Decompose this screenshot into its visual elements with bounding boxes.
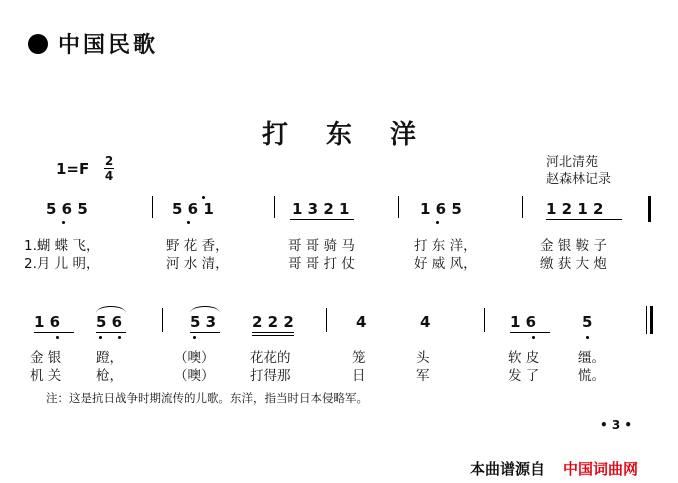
s2-v2-7: 发 了 bbox=[508, 368, 540, 384]
site-link[interactable]: 中国词曲网 bbox=[563, 460, 639, 478]
octave-dot bbox=[187, 221, 190, 224]
credits bbox=[546, 154, 611, 188]
slur bbox=[190, 306, 220, 313]
barline bbox=[162, 308, 163, 332]
measure-3-notes: 1 3 2 1 bbox=[292, 200, 350, 218]
key-signature: 1=F bbox=[56, 160, 90, 178]
beam-line bbox=[34, 332, 74, 333]
s2-v1-8: 缰。 bbox=[578, 350, 605, 366]
s2-notes-2: 5 6 bbox=[96, 313, 123, 331]
s2-v1-5: 笼 bbox=[352, 350, 366, 366]
final-barline-thick bbox=[650, 306, 653, 334]
octave-dot bbox=[436, 221, 439, 224]
final-barline-thin bbox=[646, 306, 647, 334]
source-footer bbox=[470, 458, 638, 479]
barline bbox=[484, 308, 485, 332]
credit-region: 河北清苑 bbox=[546, 155, 599, 170]
barline bbox=[398, 196, 399, 218]
s2-notes-3: 5 3 bbox=[190, 313, 217, 331]
credit-collector: 赵森林记录 bbox=[546, 172, 612, 187]
meter-bottom: 4 bbox=[104, 169, 114, 183]
lyric-v1-m5: 金 银 鞍 子 bbox=[540, 238, 607, 254]
octave-dot bbox=[586, 336, 589, 339]
octave-dot bbox=[193, 336, 196, 339]
s2-v2-6: 军 bbox=[416, 368, 430, 384]
bullet-dot-icon bbox=[28, 34, 48, 54]
octave-dot bbox=[56, 336, 59, 339]
barline bbox=[522, 196, 523, 218]
s2-notes-4: 2 2 2 bbox=[252, 313, 294, 331]
beam-line bbox=[546, 219, 622, 220]
s2-notes-8: 5 bbox=[582, 313, 593, 331]
section-header bbox=[28, 28, 158, 59]
octave-dot bbox=[202, 196, 205, 199]
s2-v2-3: （噢） bbox=[174, 368, 215, 384]
lyric-v1-m4: 打 东 洋， bbox=[414, 238, 477, 254]
octave-dot bbox=[99, 336, 102, 339]
meter-top: 2 bbox=[104, 154, 114, 168]
beam-line bbox=[510, 332, 550, 333]
section-title: 中国民歌 bbox=[58, 33, 159, 58]
s2-v1-4: 花花的 bbox=[250, 350, 291, 366]
lyric-v1-m3: 哥 哥 骑 马 bbox=[288, 238, 355, 254]
barline bbox=[326, 308, 327, 332]
beam-line bbox=[252, 335, 294, 336]
s2-v2-4: 打得那 bbox=[250, 368, 291, 384]
s2-v1-6: 头 bbox=[416, 350, 430, 366]
octave-dot bbox=[532, 336, 535, 339]
source-label: 本曲谱源自 bbox=[470, 460, 546, 478]
lyric-v1-m2: 野 花 香， bbox=[166, 238, 229, 254]
s2-notes-7: 1 6 bbox=[510, 313, 537, 331]
beam-line bbox=[252, 332, 294, 333]
song-title: 打东洋 bbox=[261, 120, 454, 150]
footnote: 注：这是抗日战争时期流传的儿歌。东洋，指当时日本侵略军。 bbox=[46, 391, 368, 405]
measure-5-notes: 1 2 1 2 bbox=[546, 200, 604, 218]
s2-v1-3: （噢） bbox=[174, 350, 215, 366]
lyric-v2-m3: 哥 哥 打 仗 bbox=[288, 256, 355, 272]
s2-notes-5: 4 bbox=[356, 313, 367, 331]
barline bbox=[152, 196, 153, 218]
measure-2-notes: 5 6 1 bbox=[172, 200, 214, 218]
slur bbox=[96, 306, 126, 313]
barline bbox=[274, 196, 275, 218]
s2-v1-2: 蹬， bbox=[96, 350, 123, 366]
s2-v1-1: 金 银 bbox=[30, 350, 62, 366]
beam-line bbox=[190, 332, 220, 333]
barline bbox=[648, 196, 651, 222]
s2-notes-1: 1 6 bbox=[34, 313, 61, 331]
octave-dot bbox=[118, 336, 121, 339]
octave-dot bbox=[62, 221, 65, 224]
lyric-v1-m1: 1.蝴 蝶 飞， bbox=[24, 238, 100, 254]
s2-notes-6: 4 bbox=[420, 313, 431, 331]
lyric-v2-m4: 好 威 风， bbox=[414, 256, 477, 272]
s2-v1-7: 软 皮 bbox=[508, 350, 540, 366]
lyric-v2-m1: 2.月 儿 明， bbox=[24, 256, 100, 272]
s2-v2-5: 日 bbox=[352, 368, 366, 384]
lyric-v2-m5: 缴 获 大 炮 bbox=[540, 256, 607, 272]
beam-line bbox=[290, 219, 354, 220]
lyric-v2-m2: 河 水 清， bbox=[166, 256, 229, 272]
beam-line bbox=[96, 332, 126, 333]
s2-v2-1: 机 关 bbox=[30, 368, 62, 384]
s2-v2-2: 枪， bbox=[96, 368, 123, 384]
measure-1-notes: 5 6 5 bbox=[46, 200, 88, 218]
measure-4-notes: 1 6 5 bbox=[420, 200, 462, 218]
s2-v2-8: 慌。 bbox=[578, 368, 605, 384]
time-signature bbox=[104, 155, 114, 182]
page-number: • 3 • bbox=[600, 418, 633, 432]
